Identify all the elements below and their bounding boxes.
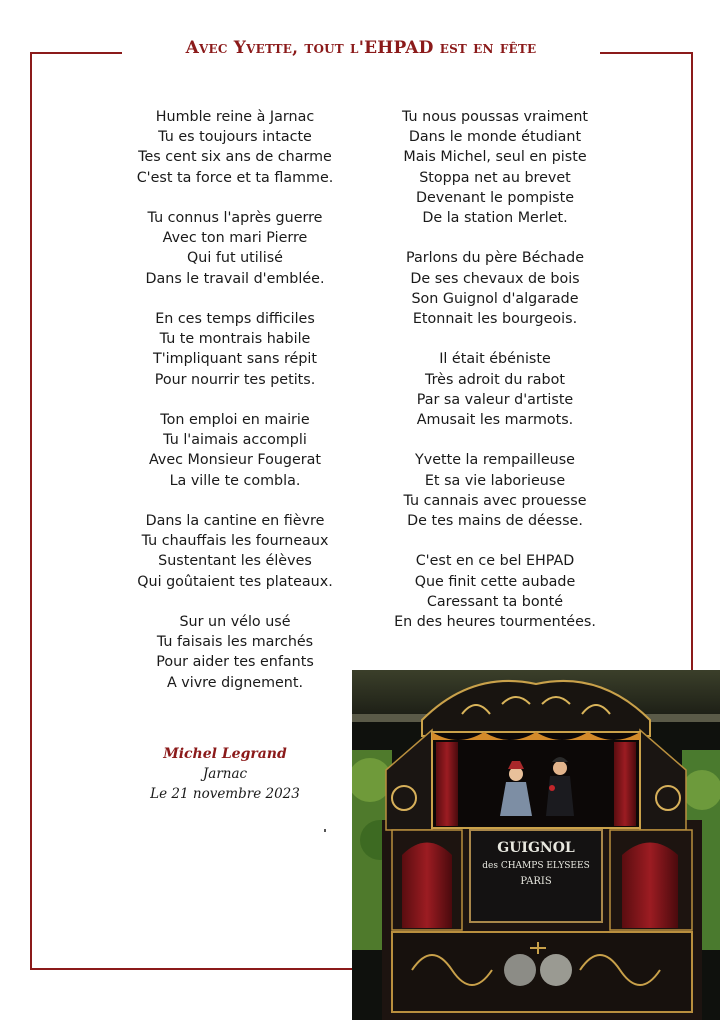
- stage-curtain-left: [436, 742, 458, 826]
- signature-place: Jarnac: [202, 766, 248, 782]
- left-stanza: [112, 309, 358, 390]
- poem-line: Il était ébéniste: [439, 351, 551, 368]
- sign-line-2: des CHAMPS ELYSEES: [482, 861, 590, 871]
- poem-line: Sustentant les élèves: [158, 553, 312, 570]
- poem-line: Tes cent six ans de charme: [138, 149, 332, 166]
- signature-block: [112, 744, 338, 804]
- poem-line: Qui goûtaient tes plateaux.: [137, 573, 333, 590]
- poem-line: Avec Monsieur Fougerat: [148, 452, 322, 469]
- frame-line-top-left: [30, 52, 122, 54]
- poem-line: Yvette la rempailleuse: [415, 452, 575, 469]
- poem-line: Stoppa net au brevet: [419, 169, 571, 186]
- left-stanza: [112, 208, 358, 289]
- sign-line-1: GUIGNOL: [497, 840, 575, 856]
- poem-line: T'impliquant sans répit: [153, 351, 317, 368]
- poem-line: Parlons du père Béchade: [405, 250, 584, 267]
- poem-line: Son Guignol d'algarade: [411, 290, 579, 307]
- poem-line: Qui fut utilisé: [187, 250, 283, 267]
- poem-line: Pour nourrir tes petits.: [154, 371, 316, 388]
- frame-line-left: [30, 52, 32, 970]
- stray-mark: [324, 829, 326, 832]
- poem-line: En des heures tourmentées.: [394, 614, 596, 631]
- poem-line: En ces temps difficiles: [155, 311, 315, 327]
- poem-line: Et sa vie laborieuse: [424, 472, 566, 489]
- left-stanza: [112, 410, 358, 491]
- poem-line: Sur un vélo usé: [179, 614, 291, 630]
- poem-line: La ville te combla.: [169, 472, 301, 489]
- poem-line: Dans la cantine en fièvre: [145, 513, 325, 529]
- poem-line: Amusait les marmots.: [416, 412, 574, 429]
- poem-line: Tu chauffais les fourneaux: [141, 533, 329, 550]
- poem-line: Dans le monde étudiant: [408, 129, 582, 146]
- lower-curtain-left: [402, 843, 452, 929]
- poem-line: Caressant ta bonté: [426, 593, 564, 610]
- frame-line-right: [691, 52, 693, 670]
- left-stanza: [112, 511, 358, 592]
- right-stanza: [370, 450, 620, 531]
- right-stanza: [370, 349, 620, 430]
- poem-line: Etonnait les bourgeois.: [412, 311, 578, 328]
- poem-line: Que finit cette aubade: [414, 573, 576, 590]
- poem-line: Ton emploi en mairie: [160, 412, 310, 428]
- right-stanza: [370, 248, 620, 329]
- stage-curtain-right: [614, 742, 636, 826]
- poem-title: Avec Yvette, tout l'EHPAD est en fête: [185, 38, 537, 58]
- poem-line: A vivre dignement.: [166, 674, 304, 691]
- sign-line-3: PARIS: [520, 876, 552, 887]
- poem-line: Par sa valeur d'artiste: [416, 391, 574, 408]
- signature-date: Le 21 novembre 2023: [150, 786, 300, 802]
- poem-line: Tu es toujours intacte: [158, 129, 312, 146]
- poem-column-left: [112, 107, 358, 713]
- puppet-theatre-photo: [352, 670, 720, 1020]
- poem-line: Pour aider tes enfants: [156, 654, 314, 671]
- poem-line: Mais Michel, seul en piste: [403, 149, 587, 166]
- poem-line: Devenant le pompiste: [415, 189, 575, 206]
- poem-line: De tes mains de déesse.: [407, 513, 583, 530]
- poem-line: Tu l'aimais accompli: [163, 432, 307, 449]
- poem-line: Tu cannais avec prouesse: [403, 492, 587, 509]
- poem-column-right: [370, 107, 620, 652]
- puppet-theatre-illustration: [352, 670, 720, 1020]
- poem-line: Tu faisais les marchés: [156, 634, 314, 651]
- left-stanza: [112, 107, 358, 188]
- poem-line: Tu connus l'après guerre: [147, 210, 323, 226]
- poem-line: C'est en ce bel EHPAD: [415, 553, 575, 570]
- poem-line: Tu te montrais habile: [159, 331, 311, 348]
- poem-line: Humble reine à Jarnac: [155, 109, 315, 125]
- poem-line: Très adroit du rabot: [424, 371, 565, 388]
- frame-line-top-right: [600, 52, 693, 54]
- poem-line: De la station Merlet.: [422, 210, 568, 227]
- right-stanza: [370, 107, 620, 228]
- left-stanza: [112, 612, 358, 693]
- stage-opening: [432, 732, 640, 828]
- right-stanza: [370, 551, 620, 632]
- poem-line: Avec ton mari Pierre: [162, 230, 308, 247]
- frame-line-bottom: [30, 968, 352, 970]
- author-name: Michel Legrand: [163, 746, 287, 762]
- poem-line: De ses chevaux de bois: [410, 270, 580, 287]
- lower-curtain-right: [622, 843, 678, 929]
- poem-line: Dans le travail d'emblée.: [145, 270, 325, 287]
- poem-line: Tu nous poussas vraiment: [401, 109, 589, 125]
- poem-line: C'est ta force et ta flamme.: [136, 169, 334, 186]
